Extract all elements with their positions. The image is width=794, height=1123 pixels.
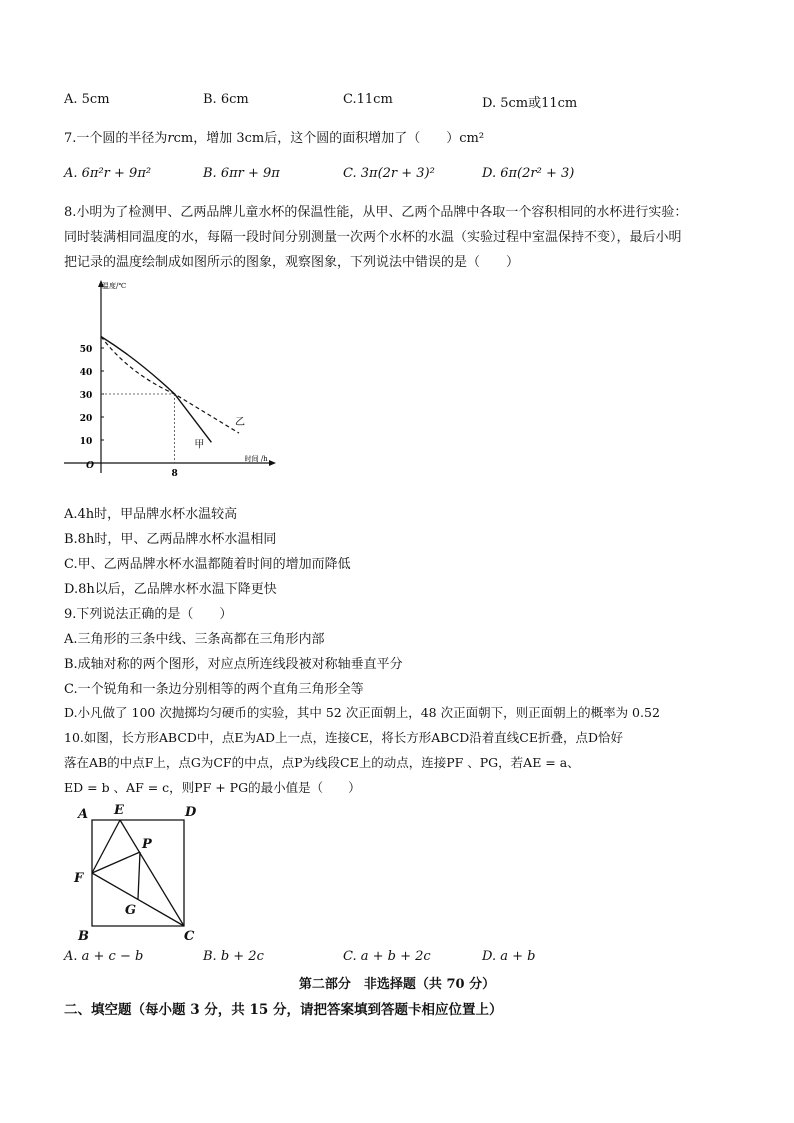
q7-option-d: D. 6π(2r² + 3) (482, 166, 575, 181)
label-b: B (78, 929, 89, 944)
q6-option-d: D. 5cm或11cm (482, 96, 578, 111)
section2-title: 第二部分 非选择题（共 70 分） (298, 977, 496, 992)
y-tick-label-30: 30 (79, 391, 93, 401)
y-tick-label-50: 50 (79, 345, 93, 355)
q6-option-b: B. 6cm (203, 92, 249, 107)
q10-option-c: C. a + b + 2c (343, 949, 431, 964)
q7-option-b: B. 6πr + 9π (203, 166, 280, 181)
q6-option-c: C.11cm (343, 92, 393, 107)
q7-option-c: C. 3π(2r + 3)² (343, 166, 435, 181)
temperature-chart (60, 278, 280, 478)
q8-option-a: A.4h时，甲品牌水杯水温较高 (64, 507, 238, 522)
y-tick-label-10: 10 (79, 437, 93, 447)
q10-rectangle-figure (70, 800, 210, 948)
y-axis-label: 温度/℃ (102, 282, 127, 290)
q10-option-b: B. b + 2c (203, 949, 264, 964)
label-p: P (142, 837, 152, 852)
q10-stem-line3: ED = b 、AF = c，则PF + PG的最小值是（ ） (64, 780, 361, 795)
q8-option-c: C.甲、乙两品牌水杯水温都随着时间的增加而降低 (64, 557, 351, 572)
q8-stem-line2: 同时装满相同温度的水，每隔一段时间分别测量一次两个水杯的水温（实验过程中室温保持不变），最后小明 (64, 230, 682, 245)
q8-stem-line3: 把记录的温度绘制成如图所示的图象，观察图象，下列说法中错误的是（ ） (64, 255, 520, 270)
rectangle-abcd (92, 820, 184, 926)
x-axis-label: 时间 /h (244, 455, 268, 463)
series-jia-line (101, 337, 211, 443)
q8-stem-line1: 8.小明为了检测甲、乙两品牌儿童水杯的保温性能，从甲、乙两个品牌中各取一个容积相同的水杯进行实验： (64, 205, 688, 220)
q8-option-b: B.8h时，甲、乙两品牌水杯水温相同 (64, 532, 277, 547)
q9-option-d: D.小凡做了 100 次抛掷均匀硬币的实验，其中 52 次正面朝上，48 次正面朝下，则正面朝上的概率为 0.52 (64, 705, 660, 720)
q10-option-d: D. a + b (482, 949, 536, 964)
label-d: D (185, 805, 197, 820)
q10-option-a: A. a + c − b (64, 949, 144, 964)
section2-subtitle: 二、填空题（每小题 3 分，共 15 分，请把答案填到答题卡相应位置上） (64, 1002, 503, 1018)
x-axis-arrow (269, 460, 276, 466)
q7-option-a: A. 6π²r + 9π² (64, 166, 152, 181)
label-f: F (74, 871, 84, 886)
q9-option-a: A.三角形的三条中线、三条高都在三角形内部 (64, 632, 325, 647)
segment-fc (92, 873, 184, 926)
q10-stem-line2: 落在AB的中点F上，点G为CF的中点，点P为线段CE上的动点，连接PF 、PG，若AE = a、 (64, 755, 580, 770)
q9-option-c: C.一个锐角和一条边分别相等的两个直角三角形全等 (64, 682, 364, 697)
series-label-yi: 乙 (235, 417, 245, 429)
label-g: G (125, 903, 137, 918)
series-label-jia: 甲 (194, 439, 205, 451)
q6-option-a: A. 5cm (64, 92, 110, 107)
segment-pf (92, 852, 140, 873)
y-tick-label-20: 20 (79, 414, 93, 424)
q9-option-b: B.成轴对称的两个图形，对应点所连线段被对称轴垂直平分 (64, 657, 403, 672)
q8-option-d: D.8h以后，乙品牌水杯水温下降更快 (64, 582, 277, 597)
q10-stem-line1: 10.如图，长方形ABCD中，点E为AD上一点，连接CE，将长方形ABCD沿着直线CE折叠，点D恰好 (64, 730, 624, 745)
q9-stem: 9.下列说法正确的是（ ） (64, 607, 233, 622)
label-e: E (114, 803, 124, 818)
x-tick-label-8: 8 (171, 469, 178, 478)
origin-label: O (86, 461, 94, 471)
label-a: A (78, 807, 89, 822)
segment-fe (92, 820, 120, 873)
segment-pg (138, 852, 140, 899)
q7-stem: 7.一个圆的半径为rcm，增加 3cm后，这个圆的面积增加了（ ）cm² (64, 131, 485, 146)
y-tick-label-40: 40 (79, 368, 93, 378)
label-c: C (184, 929, 195, 944)
